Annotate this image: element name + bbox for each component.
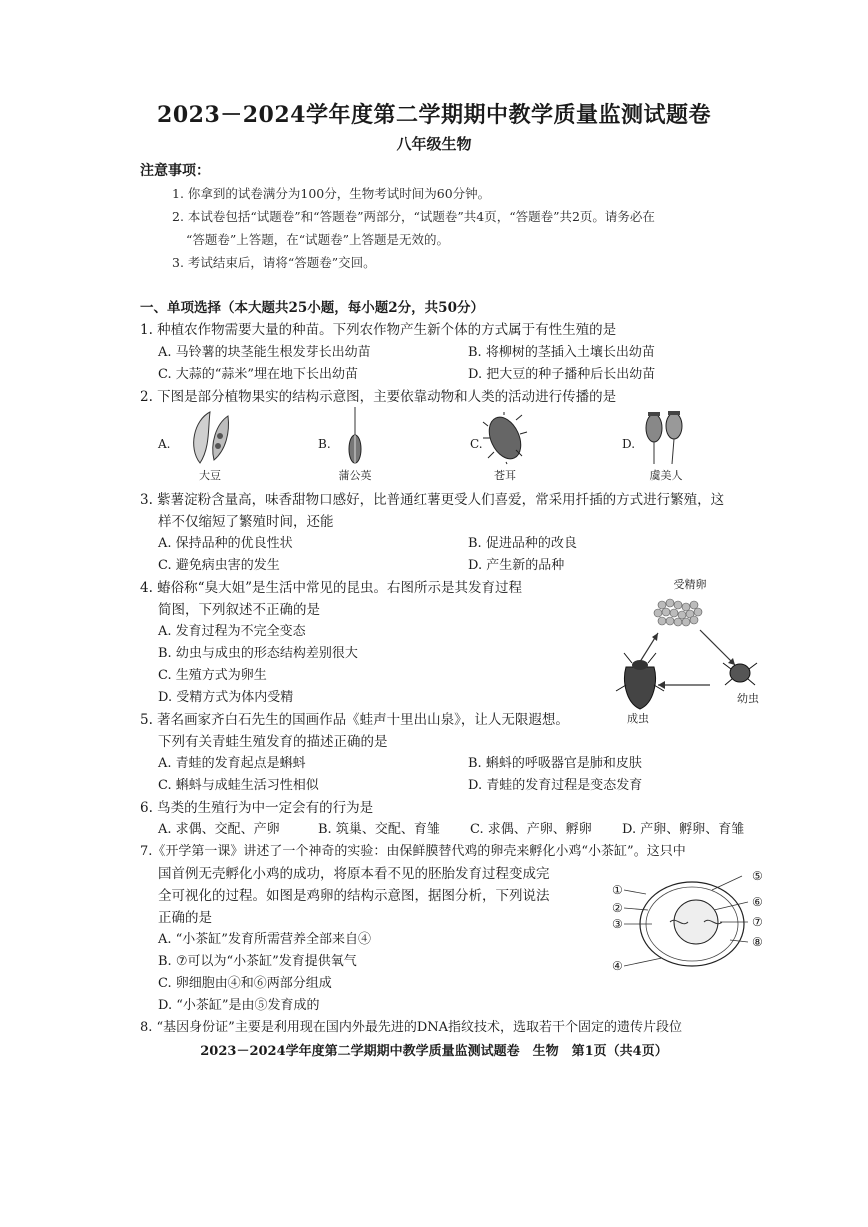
option: B. 幼虫与成虫的形态结构差别很大: [158, 646, 358, 661]
option: C. 求偶、产卵、孵卵: [470, 822, 592, 837]
option-letter: C.: [470, 437, 483, 451]
diagram-marker: ③: [612, 917, 623, 931]
option: B. 将柳树的茎插入土壤长出幼苗: [468, 345, 655, 360]
question-stem: 4. 蝽俗称“臭大姐”是生活中常见的昆虫。右图所示是其发育过程: [140, 580, 522, 596]
question-stem: 8. “基因身份证”主要是利用现在国内外最先进的DNA指纹技术，选取若干个固定的遗传片段位: [140, 1020, 683, 1035]
diagram-marker: ⑦: [752, 915, 763, 929]
question-stem: 6. 鸟类的生殖行为中一定会有的行为是: [140, 800, 374, 816]
figure-label: 苍耳: [494, 469, 516, 482]
question-stem: 正确的是: [158, 910, 212, 926]
option: D. 青蛙的发育过程是变态发育: [468, 778, 643, 793]
option: A. 青蛙的发育起点是蝌蚪: [158, 756, 306, 771]
option: D. “小茶缸”是由⑤发育成的: [158, 998, 320, 1013]
option: D. 受精方式为体内受精: [158, 690, 294, 705]
notice-item: “答题卷”上答题，在“试题卷”上答题是无效的。: [186, 232, 450, 247]
question-stem: 2. 下图是部分植物果实的结构示意图，主要依靠动物和人类的活动进行传播的是: [140, 389, 617, 405]
diagram-marker: ⑤: [752, 869, 763, 883]
section-heading: 一、单项选择（本大题共25小题，每小题2分，共50分）: [140, 300, 484, 316]
option: A. 保持品种的优良性状: [158, 536, 293, 551]
diagram-marker: ⑥: [752, 895, 763, 909]
option: C. 蝌蚪与成蛙生活习性相似: [158, 778, 319, 793]
notice-item: 1. 你拿到的试卷满分为100分，生物考试时间为60分钟。: [172, 186, 491, 201]
question-stem: 简图，下列叙述不正确的是: [158, 602, 320, 618]
option-letter: B.: [318, 437, 331, 451]
question-stem: 下列有关青蛙生殖发育的描述正确的是: [158, 734, 388, 750]
option: A. “小茶缸”发育所需营养全部来自④: [158, 932, 371, 947]
option: C. 生殖方式为卵生: [158, 668, 267, 683]
option: B. 促进品种的改良: [468, 536, 577, 551]
option: B. ⑦可以为“小茶缸”发育提供氧气: [158, 954, 357, 969]
notice-item: 3. 考试结束后，请将“答题卷”交回。: [172, 255, 376, 270]
question-stem: 5. 著名画家齐白石先生的国画作品《蛙声十里出山泉》，让人无限遐想。: [140, 712, 569, 728]
option: C. 大蒜的“蒜米”埋在地下长出幼苗: [158, 367, 359, 382]
poppy-fruit-illustration: [640, 408, 688, 466]
figure-label: 幼虫: [737, 692, 759, 705]
notice-item: 2. 本试卷包括“试题卷”和“答题卷”两部分，“试题卷”共4页，“答题卷”共2页。请务必在: [172, 209, 655, 224]
option: D. 产卵、孵卵、育雏: [622, 822, 745, 837]
diagram-marker: ①: [612, 883, 623, 897]
dandelion-fruit-illustration: [340, 405, 370, 467]
exam-title: 2023－2024学年度第二学期期中教学质量监测试题卷: [157, 102, 711, 128]
option: B. 筑巢、交配、育雏: [318, 822, 440, 837]
soybean-fruit-illustration: [180, 408, 240, 468]
page-footer: 2023－2024学年度第二学期期中教学质量监测试题卷 生物 第1页（共4页）: [200, 1044, 668, 1059]
figure-label: 大豆: [199, 469, 221, 482]
diagram-marker: ②: [612, 901, 623, 915]
option-letter: A.: [158, 437, 171, 451]
option: A. 马铃薯的块茎能生根发芽长出幼苗: [158, 345, 371, 360]
cocklebur-fruit-illustration: [482, 412, 528, 464]
question-stem: 1. 种植农作物需要大量的种苗。下列农作物产生新个体的方式属于有性生殖的是: [140, 322, 617, 338]
notice-heading: 注意事项：: [140, 163, 210, 179]
figure-label: 受精卵: [673, 578, 707, 591]
question-stem: 3. 紫薯淀粉含量高，味香甜物口感好，比普通红薯更受人们喜爱，常采用扦插的方式进行繁殖，这: [140, 492, 725, 508]
exam-subtitle: 八年级生物: [396, 135, 472, 153]
option: A. 发育过程为不完全变态: [158, 624, 306, 639]
option-letter: D.: [622, 437, 636, 451]
figure-label: 蒲公英: [338, 469, 372, 482]
figure-label: 虞美人: [649, 469, 683, 482]
question-stem: 7.《开学第一课》讲述了一个神奇的实验：由保鲜膜替代鸡的卵壳来孵化小鸡“小茶缸”。这只中: [140, 844, 686, 859]
option: D. 把大豆的种子播种后长出幼苗: [468, 367, 656, 382]
diagram-marker: ④: [612, 959, 623, 973]
question-stem: 国首例无壳孵化小鸡的成功，将原本看不见的胚胎发育过程变成完: [158, 866, 550, 882]
option: C. 避免病虫害的发生: [158, 558, 280, 573]
question-stem: 全可视化的过程。如图是鸡卵的结构示意图，据图分析，下列说法: [158, 888, 550, 904]
question-stem: 样不仅缩短了繁殖时间，还能: [158, 514, 334, 530]
option: D. 产生新的品种: [468, 558, 565, 573]
option: B. 蝌蚪的呼吸器官是肺和皮肤: [468, 756, 642, 771]
option: C. 卵细胞由④和⑥两部分组成: [158, 976, 332, 991]
figure-label: 成虫: [627, 712, 649, 725]
diagram-marker: ⑧: [752, 935, 763, 949]
option: A. 求偶、交配、产卵: [158, 822, 280, 837]
egg-structure-diagram: [612, 870, 768, 978]
